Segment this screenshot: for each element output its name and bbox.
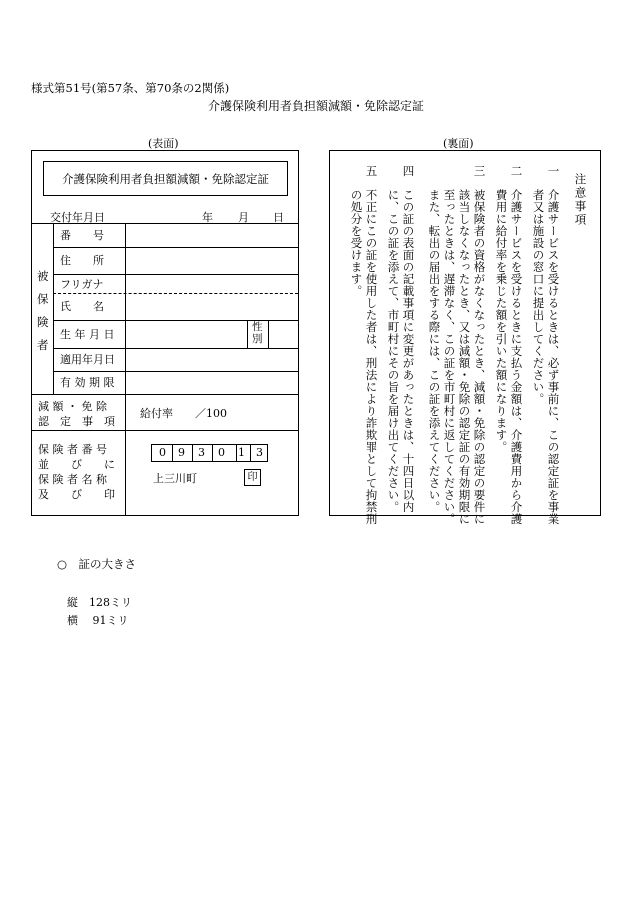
issue-day: 日 (273, 211, 284, 224)
insurer-name: 上三川町 (153, 472, 197, 485)
front-side-label: (表面) (148, 137, 179, 150)
note-line: また、転出の届出をする際には、この証を添えてください。 (427, 165, 442, 513)
note-line: 一 介護サービスを受けるときは、必ず事前に、この認定証を事業 (546, 165, 561, 525)
grid-line (53, 223, 54, 394)
note-line: の処分を受けます。 (349, 165, 364, 297)
back-card (329, 150, 601, 525)
note-line: 該当しなくなったとき、又は減額・免除の認定証の有効期限に (457, 165, 472, 525)
document-title: 介護保険利用者負担額減額・免除認定証 (208, 99, 425, 113)
reduction-label-line2: 認 定 事 項 (38, 415, 115, 428)
form-number: 様式第51号(第57条、第70条の2関係) (31, 81, 230, 95)
grid-line (53, 371, 298, 372)
insurer-digit: 0 (159, 446, 166, 459)
insurer-digit: 1 (238, 446, 245, 459)
grid-line (53, 274, 298, 275)
grid-line (125, 223, 126, 516)
card-title: 介護保険利用者負担額減額・免除認定証 (62, 172, 269, 186)
note-line: 五 不正にこの証を使用した者は、刑法により詐欺罪として拘禁刑 (364, 165, 379, 525)
insurer-label-line2: 並 び に (38, 458, 115, 471)
grid-line (32, 430, 298, 431)
seal-stamp: 印 (244, 469, 261, 486)
note-line: 四 この証の表面の記載事項に変更があったときは、十四日以内 (401, 165, 416, 513)
grid-line-dashed (53, 293, 298, 294)
insurer-label-line3: 保 険 者 名 称 (38, 473, 107, 486)
note-line: 二 介護サービスを受けるときに支払う金額は、介護費用から介護 (509, 165, 524, 525)
back-side-label: (裏面) (443, 137, 474, 150)
row-number-label: 番 号 (60, 229, 104, 242)
insurer-digit: 3 (198, 446, 205, 459)
note-line: 三 被保険者の資格がなくなったとき、減額・免除の認定の要件に (472, 165, 487, 525)
grid-line (32, 394, 298, 395)
row-birthdate-label: 生 年 月 日 (60, 328, 115, 341)
size-heading: ○ 証の大きさ (57, 557, 137, 571)
sex-label: 性別 (252, 321, 263, 345)
benefit-rate: 給付率 ／100 (140, 407, 227, 420)
note-line: 費用に給付率を乗じた額を引いた額になります。 (494, 165, 509, 453)
insurer-number-boxes (151, 444, 268, 462)
card-title-box (43, 161, 288, 196)
grid-line (32, 223, 298, 224)
row-furigana-label: フリガナ (60, 278, 104, 291)
row-valid-period-label: 有 効 期 限 (60, 376, 115, 389)
reduction-label-line1: 減 額 ・ 免 除 (38, 400, 107, 413)
insurer-digit: 3 (256, 446, 263, 459)
insured-label: 被保険者 (37, 269, 49, 352)
grid-line (268, 320, 269, 348)
grid-line (247, 320, 248, 348)
note-line: に、この証を添えて、市町村にその旨を届け出てください。 (386, 165, 401, 513)
insurer-label-line4: 及 び 印 (38, 488, 115, 501)
notes-title: 注意事項 (573, 173, 588, 227)
front-card (31, 150, 299, 516)
note-line: 至ったときは、遅滞なく、この証を市町村に返してください。 (442, 165, 457, 525)
insurer-label-line1: 保 険 者 番 号 (38, 443, 107, 456)
issue-year: 年 (202, 211, 213, 224)
row-name-label: 氏 名 (60, 300, 104, 313)
issue-date-label: 交付年月日 (50, 211, 105, 224)
issue-month: 月 (238, 211, 249, 224)
grid-line (53, 247, 298, 248)
insurer-digit: 0 (218, 446, 225, 459)
size-width: 横 91ミリ (67, 614, 129, 627)
row-address-label: 住 所 (60, 254, 104, 267)
size-height: 縦 128ミリ (67, 596, 132, 609)
insurer-digit: 9 (178, 446, 185, 459)
note-line: 者又は施設の窓口に提出してください。 (531, 165, 546, 405)
grid-line (53, 348, 298, 349)
row-applicable-date-label: 適用年月日 (60, 353, 115, 366)
